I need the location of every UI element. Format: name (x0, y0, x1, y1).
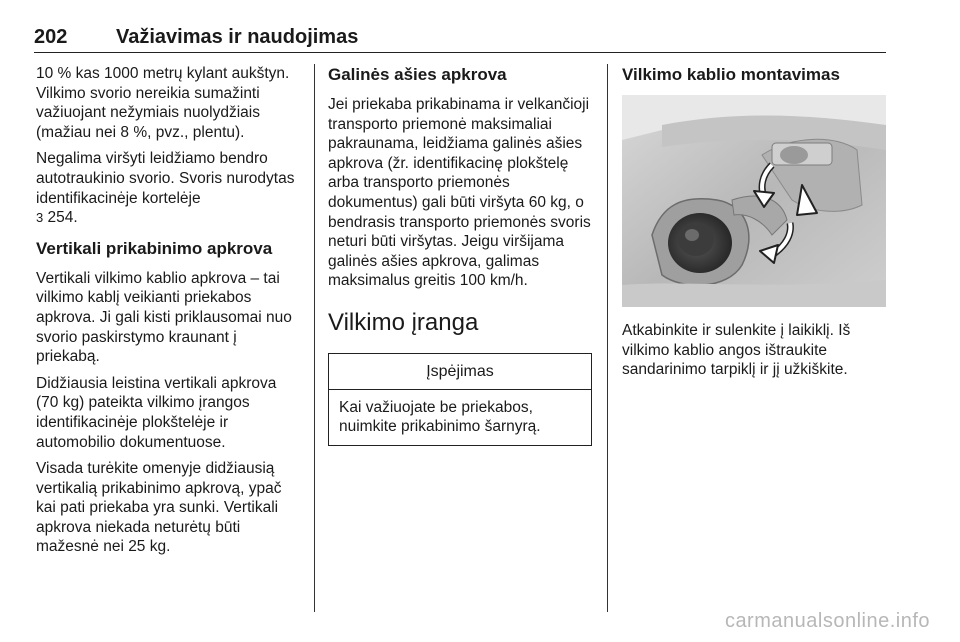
paragraph: Didžiausia leistina vertikali apkrova (70 kg) pateikta vilkimo įrangos identifikacinėje plokštelėje ir automobilio dokumentuose. (36, 374, 277, 451)
chapter-section-heading: Vilkimo įranga (328, 308, 479, 336)
warning-box (328, 353, 592, 446)
watermark: carmanualsonline.info (724, 610, 930, 632)
column-2 (328, 64, 594, 446)
paragraph: Atkabinkite ir sulenkite į laikiklį. Iš vilkimo kablio angos ištraukite sandarinimo tarpiklį ir jį užkiškite. (622, 322, 851, 379)
tow-hook-socket-photo (622, 95, 886, 307)
chapter-title: Važiavimas ir naudojimas (116, 26, 359, 48)
paragraph: Jei priekaba prikabinama ir velkančioji transporto priemonė maksimaliai pakraunama, leidžiama galinės ašies apkrova (žr. identifikacinę plokštelę arba transporto priemonės dokumentus) gali būti viršyta 60 kg, o bendrasis transporto priemonės svoris neturi būti viršytas. Jeigu viršijama galinės ašies apkrova, galimas maksimalus greitis 100 km/h. (328, 96, 591, 290)
column-1 (36, 64, 302, 564)
column-divider (314, 64, 315, 612)
section-heading: Vertikali prikabinimo apkrova (36, 238, 273, 258)
warning-title: Įspėjimas (329, 354, 591, 390)
paragraph: 10 % kas 1000 metrų kylant aukštyn. Vilkimo svorio nereikia sumažinti važiuojant nežymiais nuolydžiais (mažiau nei 8 %, pvz., plentu). (36, 65, 290, 141)
column-divider (607, 64, 608, 612)
page-number: 202 (34, 26, 68, 48)
paragraph (36, 149, 302, 227)
arrow-icon: 3 (36, 210, 44, 226)
paragraph-text: Negalima viršyti leidžiamo bendro autotraukinio svorio. Svoris nurodytas identifikacinėje kortelėje (36, 150, 295, 207)
section-heading: Galinės ašies apkrova (328, 65, 507, 84)
column-3 (622, 64, 890, 387)
page-reference: 254. (47, 209, 78, 227)
paragraph: Vertikali vilkimo kablio apkrova – tai vilkimo kablį veikianti priekabos apkrova. Ji gali kisti priklausomai nuo svorio paskirstymo kraunant į priekabą. (36, 269, 292, 366)
page-header (34, 26, 886, 53)
warning-text: Kai važiuojate be priekabos, nuimkite prikabinimo šarnyrą. (339, 398, 541, 436)
paragraph: Visada turėkite omenyje didžiausią vertikalią prikabinimo apkrovą, ypač kai pati priekaba yra sunki. Vertikali apkrova niekada neturėtų būti mažesnė nei 25 kg. (36, 460, 282, 556)
page-reference-link[interactable] (36, 209, 78, 226)
section-heading: Vilkimo kablio montavimas (622, 65, 840, 84)
